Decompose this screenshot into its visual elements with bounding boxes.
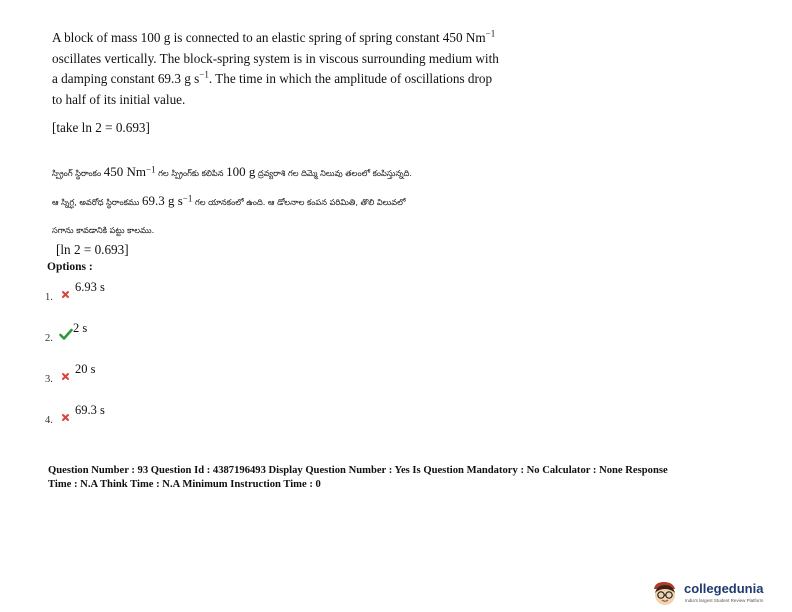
cross-icon <box>59 286 73 300</box>
cross-icon <box>59 368 73 382</box>
options-label: Options : <box>47 261 93 273</box>
superscript: −1 <box>199 69 209 80</box>
superscript: −1 <box>182 193 193 204</box>
option-value: 69.3 s <box>75 403 105 417</box>
quantity: 100 g <box>226 164 256 179</box>
question-te-line3: సగాను కావడానికి పట్టు కాలము. <box>52 225 155 235</box>
question-en-line3: a damping constant 69.3 g s <box>52 71 200 86</box>
quantity: 69.3 g s <box>141 193 183 208</box>
question-metadata <box>48 464 768 491</box>
question-te-line2: ఆ స్నిగ్ధ, అవరోధ స్థిరాంకము <box>52 197 142 207</box>
take-hint: [take ln 2 = 0.693] <box>52 120 150 135</box>
metadata-line-2: Time : N.A Think Time : N.A Minimum Instruction Time : 0 <box>48 478 321 490</box>
quantity: 450 Nm <box>103 164 146 179</box>
question-te-line1: స్ప్రింగ్ స్థిరాంకం <box>52 168 104 178</box>
option-value: 20 s <box>75 362 96 376</box>
option-index: 1. <box>45 292 53 303</box>
superscript: −1 <box>145 164 156 175</box>
option-value: 2 s <box>73 321 88 335</box>
brand-tagline: India's largest Student Review Platform <box>685 598 764 603</box>
question-en-line1: A block of mass 100 g is connected to an elastic spring of spring constant 450 Nm <box>52 30 486 45</box>
ln-hint: [ln 2 = 0.693] <box>56 242 129 257</box>
option-index: 2. <box>45 333 53 344</box>
question-te-line1-end: ద్రవ్యరాశి గల దిమ్మె నిలువు తలంలో కంపిస్తున్నది. <box>255 168 413 178</box>
metadata-line-1: Question Number : 93 Question Id : 4387196493 Display Question Number : Yes Is Question Mandatory : No Calculator : None Response <box>48 465 668 476</box>
question-english <box>52 28 582 110</box>
question-te-line1-cont: గల స్ప్రింగ్‌కు కలిపిన <box>155 168 227 178</box>
collegedunia-logo[interactable] <box>651 578 791 608</box>
brand-name: collegedunia <box>684 581 764 596</box>
question-telugu <box>52 158 582 244</box>
cross-icon <box>59 409 73 423</box>
option-index: 3. <box>45 374 53 385</box>
option-index: 4. <box>45 415 53 426</box>
mascot-icon <box>651 580 679 606</box>
question-en-line3-cont: . The time in which the amplitude of oscillations drop <box>208 71 493 86</box>
question-en-line4: to half of its initial value. <box>52 91 186 107</box>
check-icon <box>59 327 73 341</box>
superscript: −1 <box>485 28 496 39</box>
option-value: 6.93 s <box>75 280 105 294</box>
question-te-line2-cont: గల యానకంలో ఉంది. ఆ డోలనాల కంపన పరిమితి, తొలి విలువలో <box>192 197 406 207</box>
question-en-line2: oscillates vertically. The block-spring system is in viscous surrounding medium with <box>52 50 499 66</box>
